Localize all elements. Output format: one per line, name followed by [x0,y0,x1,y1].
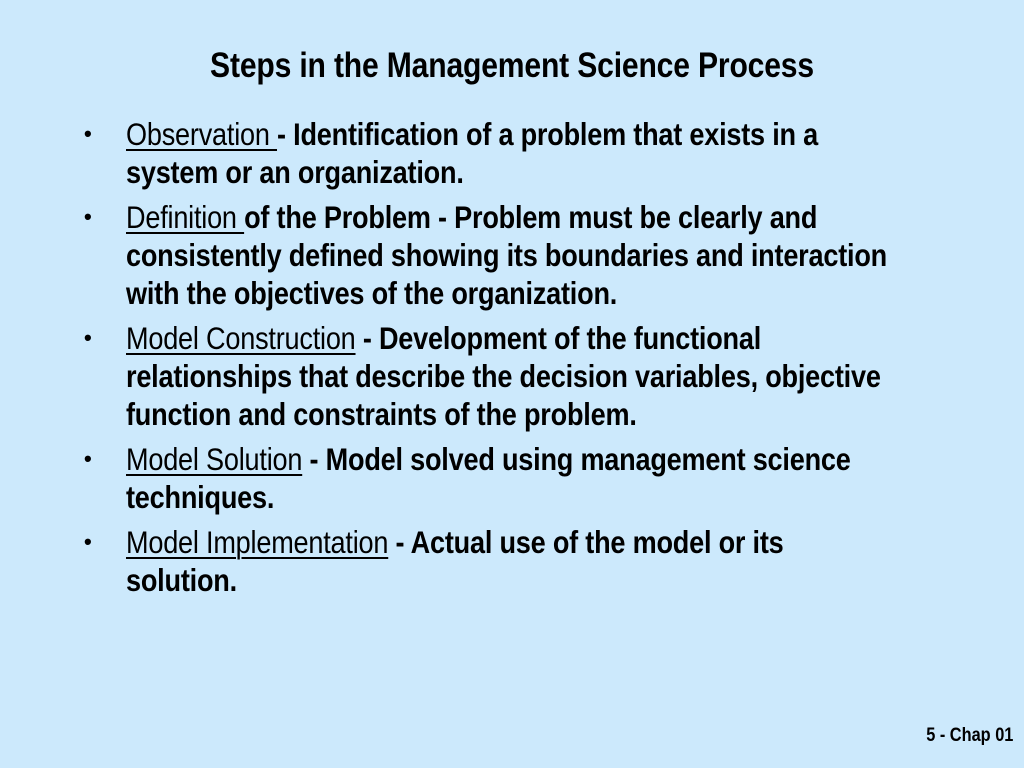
slide-footer: 5 - Chap 01 [925,725,1013,746]
term-observation: Observation [126,116,278,152]
bullet-list [84,115,1024,606]
bullet-item-model-implementation [84,523,1024,599]
bullet-icon: • [84,121,92,146]
bullet-item-observation [84,115,1024,191]
term-model-construction: Model Construction [126,320,356,356]
bullet-text [126,198,898,312]
bullet-icon: • [84,325,92,350]
description-definition: of the Problem - Problem must be clearly and consistently defined showing its boundaries and interaction with the objectives of the organization. [126,199,887,311]
slide-title: Steps in the Management Science Process [210,46,814,85]
term-definition: Definition [126,199,245,235]
bullet-icon: • [84,529,92,554]
bullet-text [126,440,898,516]
description-model-construction: - Development of the functional relationships that describe the decision variables, objective function and constraints of the problem. [126,320,881,432]
bullet-icon: • [84,204,92,229]
bullet-text [126,523,898,599]
bullet-icon: • [84,446,92,471]
term-model-implementation: Model Implementation [126,524,389,560]
description-observation: - Identification of a problem that exists in a system or an organization. [126,116,819,190]
description-model-solution: - Model solved using management science techniques. [126,441,851,515]
bullet-item-definition [84,198,1024,312]
bullet-item-model-solution [84,440,1024,516]
term-model-solution: Model Solution [126,441,303,477]
bullet-item-model-construction [84,319,1024,433]
bullet-text [126,115,898,191]
bullet-text [126,319,898,433]
description-model-implementation: - Actual use of the model or its solution. [126,524,784,598]
